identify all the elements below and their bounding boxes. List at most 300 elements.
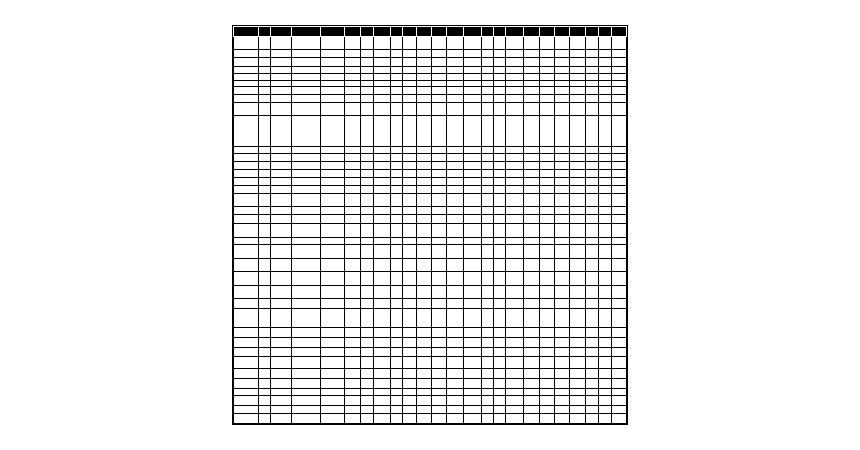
table-cell [259,73,271,80]
table-cell [390,405,402,413]
table-cell [585,413,598,423]
table-cell [570,177,586,185]
table-cell [373,308,390,327]
table-cell [585,67,598,74]
table-cell [234,238,259,245]
table-cell [482,87,494,95]
table-cell [360,170,373,178]
table-cell [234,379,259,389]
table-cell [373,259,390,271]
table-cell [585,58,598,67]
table-cell [431,185,447,193]
table-cell [234,73,259,80]
table-cell [234,37,259,50]
table-cell [599,154,612,162]
table-cell [554,146,570,154]
table-cell [234,214,259,223]
table-cell [271,223,291,238]
table-cell [585,80,598,87]
table-cell [494,50,506,58]
table-cell [259,177,271,185]
table-cell [540,286,554,298]
table-cell [373,206,390,214]
table-cell [234,259,259,271]
table-cell [344,87,360,95]
table-cell [447,389,464,396]
table-cell [540,185,554,193]
table-cell [320,177,344,185]
table-cell [494,379,506,389]
table-cell [417,337,431,347]
table-cell [373,238,390,245]
table-cell [259,80,271,87]
table-cell [291,37,320,50]
table-cell [447,298,464,308]
table-cell [344,286,360,298]
column-header [234,27,259,37]
table-cell [599,327,612,337]
table-cell [570,308,586,327]
table-cell [373,95,390,103]
table-cell [259,162,271,170]
table-cell [291,154,320,162]
table-cell [271,395,291,405]
column-header [373,27,390,37]
table-cell [271,58,291,67]
table-cell [259,286,271,298]
table-row [234,177,627,185]
table-cell [464,37,482,50]
table-cell [320,379,344,389]
table-cell [390,50,402,58]
table-cell [506,214,524,223]
table-cell [431,271,447,286]
table-cell [494,170,506,178]
table-cell [344,405,360,413]
table-cell [612,327,627,337]
table-cell [612,67,627,74]
table-cell [320,102,344,115]
table-cell [344,271,360,286]
table-cell [259,206,271,214]
column-header [540,27,554,37]
table-cell [494,102,506,115]
table-cell [291,259,320,271]
table-cell [585,298,598,308]
column-header [524,27,540,37]
table-cell [373,214,390,223]
table-cell [291,271,320,286]
table-cell [585,347,598,356]
table-cell [402,369,416,379]
table-cell [360,87,373,95]
table-cell [447,67,464,74]
table-cell [344,389,360,396]
table-cell [402,389,416,396]
table-cell [554,185,570,193]
table-cell [417,259,431,271]
table-cell [291,327,320,337]
table-cell [402,177,416,185]
table-cell [482,116,494,146]
table-cell [482,223,494,238]
table-cell [554,80,570,87]
table-cell [344,259,360,271]
table-cell [585,395,598,405]
table-cell [612,146,627,154]
table-cell [599,395,612,405]
table-cell [585,170,598,178]
table-cell [402,413,416,423]
table-cell [447,223,464,238]
table-cell [599,259,612,271]
table-cell [234,337,259,347]
table-cell [585,154,598,162]
table-cell [417,379,431,389]
table-cell [612,206,627,214]
table-cell [234,146,259,154]
table-cell [482,154,494,162]
table-cell [506,193,524,206]
table-cell [599,337,612,347]
table-cell [506,405,524,413]
table-cell [482,405,494,413]
table-cell [464,405,482,413]
table-cell [482,308,494,327]
header-row [234,27,627,37]
table-cell [540,379,554,389]
table-cell [612,154,627,162]
table-cell [554,244,570,259]
table-cell [585,271,598,286]
table-cell [599,356,612,368]
table-cell [390,356,402,368]
table-cell [291,298,320,308]
table-cell [291,379,320,389]
table-cell [570,369,586,379]
table-cell [234,389,259,396]
table-cell [612,347,627,356]
table-cell [373,271,390,286]
table-cell [612,37,627,50]
table-cell [506,206,524,214]
table-cell [344,177,360,185]
table-cell [320,395,344,405]
table-cell [524,73,540,80]
table-cell [612,116,627,146]
table-cell [494,37,506,50]
table-cell [540,146,554,154]
table-cell [482,67,494,74]
table-cell [447,337,464,347]
table-cell [431,389,447,396]
table-cell [464,185,482,193]
table-cell [291,389,320,396]
table-cell [494,286,506,298]
table-cell [524,95,540,103]
table-cell [402,50,416,58]
table-cell [373,327,390,337]
table-cell [402,298,416,308]
table-cell [506,223,524,238]
table-cell [524,347,540,356]
table-cell [554,73,570,80]
table-cell [402,356,416,368]
table-cell [570,405,586,413]
table-cell [464,87,482,95]
table-cell [271,271,291,286]
table-cell [344,356,360,368]
table-cell [291,214,320,223]
table-cell [554,271,570,286]
table-cell [234,177,259,185]
table-cell [417,389,431,396]
table-cell [524,162,540,170]
table-cell [570,214,586,223]
table-cell [291,347,320,356]
table-cell [417,116,431,146]
table-cell [373,389,390,396]
table-cell [540,308,554,327]
table-cell [390,80,402,87]
table-cell [506,337,524,347]
table-cell [494,193,506,206]
table-cell [234,154,259,162]
table-cell [612,298,627,308]
column-header [506,27,524,37]
table-cell [554,356,570,368]
column-header [320,27,344,37]
table-cell [506,395,524,405]
column-header [494,27,506,37]
table-cell [417,244,431,259]
table-cell [417,37,431,50]
table-cell [402,58,416,67]
table-cell [447,214,464,223]
table-cell [464,395,482,405]
table-cell [291,185,320,193]
table-cell [599,347,612,356]
table-cell [482,162,494,170]
table-cell [431,356,447,368]
table-cell [540,116,554,146]
table-cell [390,337,402,347]
table-cell [259,193,271,206]
table-cell [360,298,373,308]
table-row [234,185,627,193]
table-cell [390,238,402,245]
column-header [464,27,482,37]
table-cell [373,102,390,115]
table-cell [524,170,540,178]
table-row [234,327,627,337]
table-cell [570,347,586,356]
table-cell [494,337,506,347]
table-cell [570,95,586,103]
table-cell [554,116,570,146]
table-cell [431,102,447,115]
table-cell [585,73,598,80]
table-cell [599,206,612,214]
table-cell [373,80,390,87]
table-cell [585,238,598,245]
table-cell [524,193,540,206]
table-cell [482,50,494,58]
table-body [234,37,627,424]
table-cell [320,271,344,286]
table-cell [271,214,291,223]
table-cell [431,244,447,259]
table-cell [540,154,554,162]
table-cell [320,185,344,193]
table-cell [506,177,524,185]
table-cell [570,238,586,245]
table-cell [390,193,402,206]
table-cell [585,337,598,347]
column-header [612,27,627,37]
table-cell [234,162,259,170]
table-cell [599,223,612,238]
table-cell [360,369,373,379]
table-cell [585,223,598,238]
table-cell [402,95,416,103]
table-cell [570,206,586,214]
table-cell [234,308,259,327]
table-cell [431,87,447,95]
table-cell [482,95,494,103]
table-cell [570,193,586,206]
column-header [447,27,464,37]
table-row [234,67,627,74]
table-cell [271,244,291,259]
table-cell [360,308,373,327]
table-cell [431,73,447,80]
table-cell [360,162,373,170]
table-cell [447,308,464,327]
table-cell [417,238,431,245]
table-cell [344,116,360,146]
table-cell [373,87,390,95]
table-cell [506,379,524,389]
table-cell [402,347,416,356]
table-cell [417,286,431,298]
table-cell [417,67,431,74]
table-cell [344,193,360,206]
table-cell [524,308,540,327]
table-row [234,170,627,178]
table-cell [464,308,482,327]
table-cell [524,67,540,74]
table-cell [373,298,390,308]
table-cell [494,298,506,308]
table-cell [390,95,402,103]
table-cell [344,238,360,245]
table-cell [431,369,447,379]
table-cell [373,379,390,389]
table-cell [390,154,402,162]
table-cell [259,356,271,368]
table-cell [417,193,431,206]
table-cell [524,177,540,185]
table-cell [570,271,586,286]
table-cell [402,238,416,245]
table-cell [259,102,271,115]
table-cell [271,73,291,80]
table-cell [291,170,320,178]
table-cell [494,206,506,214]
table-cell [234,58,259,67]
table-cell [431,37,447,50]
table-cell [431,50,447,58]
table-cell [402,206,416,214]
table-cell [390,146,402,154]
table-cell [612,308,627,327]
table-cell [271,37,291,50]
table-cell [494,308,506,327]
table-cell [360,244,373,259]
table-cell [585,379,598,389]
table-cell [417,405,431,413]
table-cell [482,170,494,178]
table-row [234,356,627,368]
table-cell [554,37,570,50]
table-row [234,58,627,67]
table-cell [524,271,540,286]
table-cell [402,185,416,193]
table-cell [524,102,540,115]
table-cell [524,154,540,162]
table-cell [431,116,447,146]
table-cell [585,146,598,154]
table-cell [524,214,540,223]
table-cell [494,87,506,95]
table-cell [524,58,540,67]
table-cell [447,369,464,379]
table-row [234,298,627,308]
table-cell [599,405,612,413]
table-cell [524,379,540,389]
table-row [234,389,627,396]
table-cell [570,379,586,389]
table-cell [402,395,416,405]
table-cell [291,369,320,379]
table-cell [344,337,360,347]
table-cell [320,286,344,298]
table-cell [417,50,431,58]
table-cell [291,80,320,87]
table-cell [482,244,494,259]
column-header [360,27,373,37]
table-cell [506,286,524,298]
table-cell [482,356,494,368]
table-cell [259,389,271,396]
table-cell [344,223,360,238]
table-cell [344,308,360,327]
table-cell [447,413,464,423]
table-cell [320,87,344,95]
table-cell [417,87,431,95]
table-cell [447,286,464,298]
table-cell [599,67,612,74]
table-cell [585,286,598,298]
table-cell [570,102,586,115]
table-cell [554,413,570,423]
table-row [234,395,627,405]
table-cell [259,259,271,271]
table-cell [291,162,320,170]
table-cell [373,58,390,67]
table-cell [271,347,291,356]
